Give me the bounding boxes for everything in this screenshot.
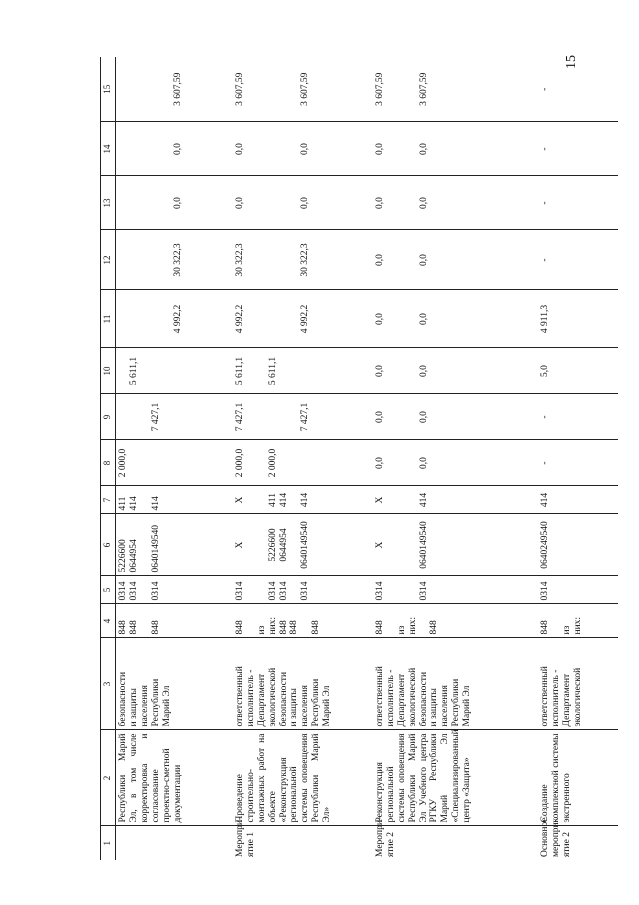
page-number: 15	[564, 55, 579, 69]
column-number: 9	[101, 394, 116, 440]
table-cell: 414	[538, 486, 618, 514]
budget-table	[100, 57, 618, 860]
column-number: 8	[101, 440, 116, 486]
table-cell: -	[538, 122, 618, 176]
column-number: 4	[101, 604, 116, 638]
table-cell: Меропри- ятие 2	[374, 816, 396, 857]
table-cell: 0,0	[116, 176, 233, 230]
table-cell: 0314	[538, 576, 618, 604]
column-number: 3	[101, 638, 116, 730]
table-cell: 0,0 0,0	[373, 230, 538, 290]
column-number: 11	[101, 290, 116, 348]
column-number: 6	[101, 514, 116, 576]
table-cell: Республики Марий Эл, в том числе корректировка и согласование проектно-сметной документации	[116, 730, 233, 826]
table-cell: 0,0 0,0	[373, 348, 538, 394]
table-cell: 5,0	[538, 348, 618, 394]
table-cell: 2 000,0	[116, 440, 233, 486]
table-cell: 0314 0314 0314 0314	[233, 576, 373, 604]
table-cell: 3 607,59 3 607,59	[373, 57, 538, 122]
table-cell: 4 992,2 4 992,2	[233, 290, 373, 348]
table-cell: Создание комплексной системы экстренного	[538, 730, 618, 826]
column-number: 10	[101, 348, 116, 394]
table-cell: 0,0 0,0	[373, 176, 538, 230]
table-cell: безопасности и защиты населения Республики Марий Эл	[116, 638, 233, 730]
table-cell: 3 607,59 3 607,59	[233, 57, 373, 122]
column-number: 5	[101, 576, 116, 604]
table-cell: 5226600 0644954 0640149540	[116, 514, 233, 576]
table-cell: X 0640149540	[373, 514, 538, 576]
column-number: 2	[101, 730, 116, 826]
column-numbers-row	[101, 57, 116, 860]
table-cell: 30 322,3	[116, 230, 233, 290]
table-cell: X 411 414 414	[233, 486, 373, 514]
table-cell: Проведение строительно-монтажных работ на объекте «Реконструкция региональной системы оповещения Республики Марий Эл»	[233, 730, 373, 826]
column-number: 14	[101, 122, 116, 176]
table-cell: 848 848 848	[116, 604, 233, 638]
column-number: 12	[101, 230, 116, 290]
table-row-meropriyatie-2	[373, 57, 538, 860]
table-cell: 3 607,59	[116, 57, 233, 122]
table-cell: 4 992,2	[116, 290, 233, 348]
table-cell: 0314 0314 0314	[116, 576, 233, 604]
table-cell: 0,0 0,0	[233, 176, 373, 230]
table-cell: 7 427,1	[116, 394, 233, 440]
table-cell: -	[538, 394, 618, 440]
table-cell: 411 414 414	[116, 486, 233, 514]
table-cell: -	[538, 176, 618, 230]
table-cell: X 414	[373, 486, 538, 514]
table-cell: -	[538, 440, 618, 486]
table-cell: ответственный исполнитель - Департамент экологической безопасности и защиты населения Республики Марий Эл	[233, 638, 373, 730]
column-number: 1	[101, 826, 116, 860]
column-number: 13	[101, 176, 116, 230]
table-cell: -	[538, 57, 618, 122]
table-cell: ответственный исполнитель - Департамент экологической безопасности и защиты населения Республики Марий Эл	[373, 638, 538, 730]
table-row-continuation	[116, 57, 233, 860]
table-cell: 0,0 0,0	[373, 290, 538, 348]
table-cell: X 5226600 0644954 0640149540	[233, 514, 373, 576]
table-cell: 0,0 0,0	[373, 122, 538, 176]
table-cell: 0,0 0,0	[373, 394, 538, 440]
table-cell: 5 611,1 5 611,1	[233, 348, 373, 394]
table-cell: Основное меропри- ятие 2	[539, 817, 572, 857]
table-cell: Реконструкция региональной системы оповещения Республики Марий Эл Учебного центра РГКУ Республики Марий Эл «Специализированный центр «Защита»	[373, 730, 538, 826]
table-cell: 5 611,1	[116, 348, 233, 394]
table-cell: ответственный исполнитель - Департамент экологической	[538, 638, 618, 730]
table-cell: 0,0 0,0	[373, 440, 538, 486]
column-number: 7	[101, 486, 116, 514]
table-cell: 7 427,1 7 427,1	[233, 394, 373, 440]
table-cell	[116, 826, 233, 860]
table-cell: 0314 0314	[373, 576, 538, 604]
table-cell: -	[538, 230, 618, 290]
table-cell: 0,0	[116, 122, 233, 176]
table-cell: 848 из них:	[538, 604, 618, 638]
table-cell: 30 322,3 30 322,3	[233, 230, 373, 290]
table-cell: 0640249540	[538, 514, 618, 576]
column-number: 15	[101, 57, 116, 122]
table-cell: 4 911,3	[538, 290, 618, 348]
table-cell: 2 000,0 2 000,0	[233, 440, 373, 486]
table-cell: 848 из них: 848 848 848	[233, 604, 373, 638]
table-cell: 0,0 0,0	[233, 122, 373, 176]
table-row-osnovnoe-meropriyatie-2	[538, 57, 618, 860]
table-row-meropriyatie-1	[233, 57, 373, 860]
table-cell: Меропри- ятие 1	[234, 816, 256, 857]
table-cell: 848 из них: 848	[373, 604, 538, 638]
